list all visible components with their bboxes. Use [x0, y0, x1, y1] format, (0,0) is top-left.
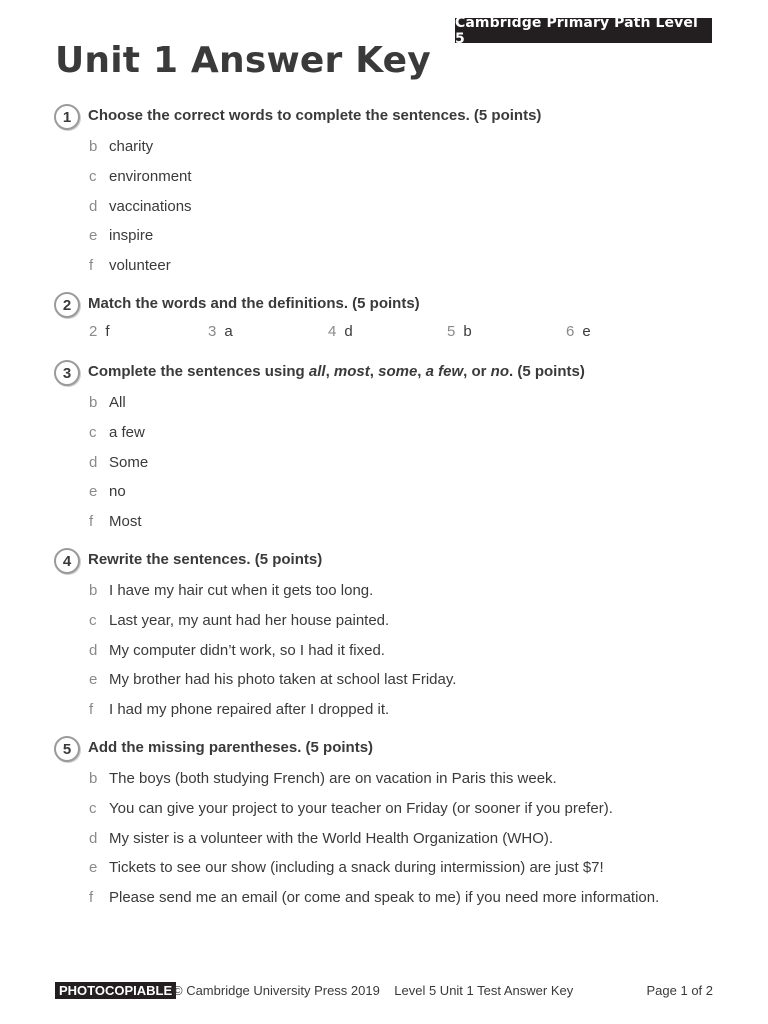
item-answer: vaccinations	[109, 197, 192, 215]
item-answer: volunteer	[109, 257, 171, 275]
answer-item	[0, 666, 768, 696]
answer-item	[0, 508, 768, 538]
answer-item	[0, 577, 768, 607]
item-answer: I had my phone repaired after I dropped it.	[109, 701, 390, 719]
item-answer: a few	[109, 423, 145, 441]
match-answer: 2 f	[89, 323, 110, 340]
answer-item	[0, 389, 768, 419]
section-instruction: Complete the sentences using all, most, some, a few, or no. (5 points)	[88, 363, 585, 380]
answer-item	[0, 854, 768, 884]
item-letter: e	[89, 671, 98, 689]
match-answers-row	[0, 321, 768, 347]
answer-item	[0, 449, 768, 479]
item-letter: d	[89, 197, 98, 215]
item-letter: b	[89, 394, 98, 411]
page-number: Page 1 of 2	[646, 983, 713, 998]
section-instruction: Match the words and the definitions. (5 points)	[88, 295, 420, 312]
item-answer: My computer didn’t work, so I had it fixed.	[109, 641, 385, 659]
item-letter: b	[89, 138, 98, 155]
item-answer: environment	[109, 167, 192, 185]
item-answer: I have my hair cut when it gets too long.	[109, 582, 374, 599]
section-instruction: Add the missing parentheses. (5 points)	[88, 739, 374, 756]
section-5	[0, 735, 768, 928]
item-answer: Most	[109, 513, 142, 531]
item-letter: e	[89, 859, 98, 877]
item-answer: Some	[109, 453, 149, 471]
item-letter: c	[89, 167, 97, 185]
item-answer: Tickets to see our show (including a snack during intermission) are just $7!	[109, 859, 604, 877]
answer-item	[0, 252, 768, 282]
answer-item	[0, 193, 768, 223]
answer-item	[0, 478, 768, 508]
item-letter: c	[89, 611, 97, 629]
answer-item	[0, 637, 768, 667]
section-instruction: Choose the correct words to complete the sentences. (5 points)	[88, 107, 542, 124]
item-answer: You can give your project to your teacher on Friday (or sooner if you prefer).	[109, 799, 613, 817]
section-number-badge: 2	[54, 292, 80, 318]
item-letter: f	[89, 513, 94, 531]
item-letter: f	[89, 257, 94, 275]
section-number-badge: 3	[54, 360, 80, 386]
item-letter: e	[89, 227, 98, 245]
section-number-badge: 5	[54, 736, 80, 762]
answer-item	[0, 133, 768, 163]
page-title: Unit 1 Answer Key	[55, 40, 431, 81]
section-number-badge: 1	[54, 104, 80, 130]
match-answer: 6 e	[566, 323, 591, 340]
answer-item	[0, 795, 768, 825]
item-letter: d	[89, 829, 98, 847]
photocopiable-label: PHOTOCOPIABLE	[55, 982, 176, 999]
item-letter: d	[89, 641, 98, 659]
answer-item	[0, 163, 768, 193]
answer-item	[0, 607, 768, 637]
item-answer: My sister is a volunteer with the World Health Organization (WHO).	[109, 829, 554, 847]
item-answer: My brother had his photo taken at school last Friday.	[109, 671, 457, 689]
item-letter: e	[89, 483, 98, 501]
answer-item	[0, 884, 768, 928]
item-answer: charity	[109, 138, 154, 155]
item-answer: All	[109, 394, 126, 411]
section-1	[0, 103, 768, 282]
section-2	[0, 291, 768, 347]
item-answer: Please send me an email (or come and speak to me) if you need more information.	[109, 889, 660, 907]
answer-item	[0, 222, 768, 252]
section-3	[0, 359, 768, 538]
item-answer: The boys (both studying French) are on vacation in Paris this week.	[109, 770, 557, 787]
item-letter: f	[89, 889, 94, 907]
item-letter: b	[89, 582, 98, 599]
item-answer: no	[109, 483, 126, 501]
match-answer: 4 d	[328, 323, 353, 340]
section-number-badge: 4	[54, 548, 80, 574]
match-answer: 3 a	[208, 323, 233, 340]
copyright-text: © Cambridge University Press 2019 Level 5 Unit 1 Test Answer Key	[173, 983, 574, 998]
item-letter: c	[89, 423, 97, 441]
section-4	[0, 547, 768, 726]
section-instruction: Rewrite the sentences. (5 points)	[88, 551, 323, 568]
item-letter: c	[89, 799, 97, 817]
answer-item	[0, 825, 768, 855]
item-letter: b	[89, 770, 98, 787]
item-letter: f	[89, 701, 94, 719]
item-letter: d	[89, 453, 98, 471]
answer-item	[0, 419, 768, 449]
item-answer: inspire	[109, 227, 154, 245]
match-answer: 5 b	[447, 323, 472, 340]
page-footer	[55, 981, 713, 1001]
answer-item	[0, 765, 768, 795]
item-answer: Last year, my aunt had her house painted.	[109, 611, 390, 629]
answer-item	[0, 696, 768, 726]
series-badge: Cambridge Primary Path Level 5	[455, 18, 712, 43]
